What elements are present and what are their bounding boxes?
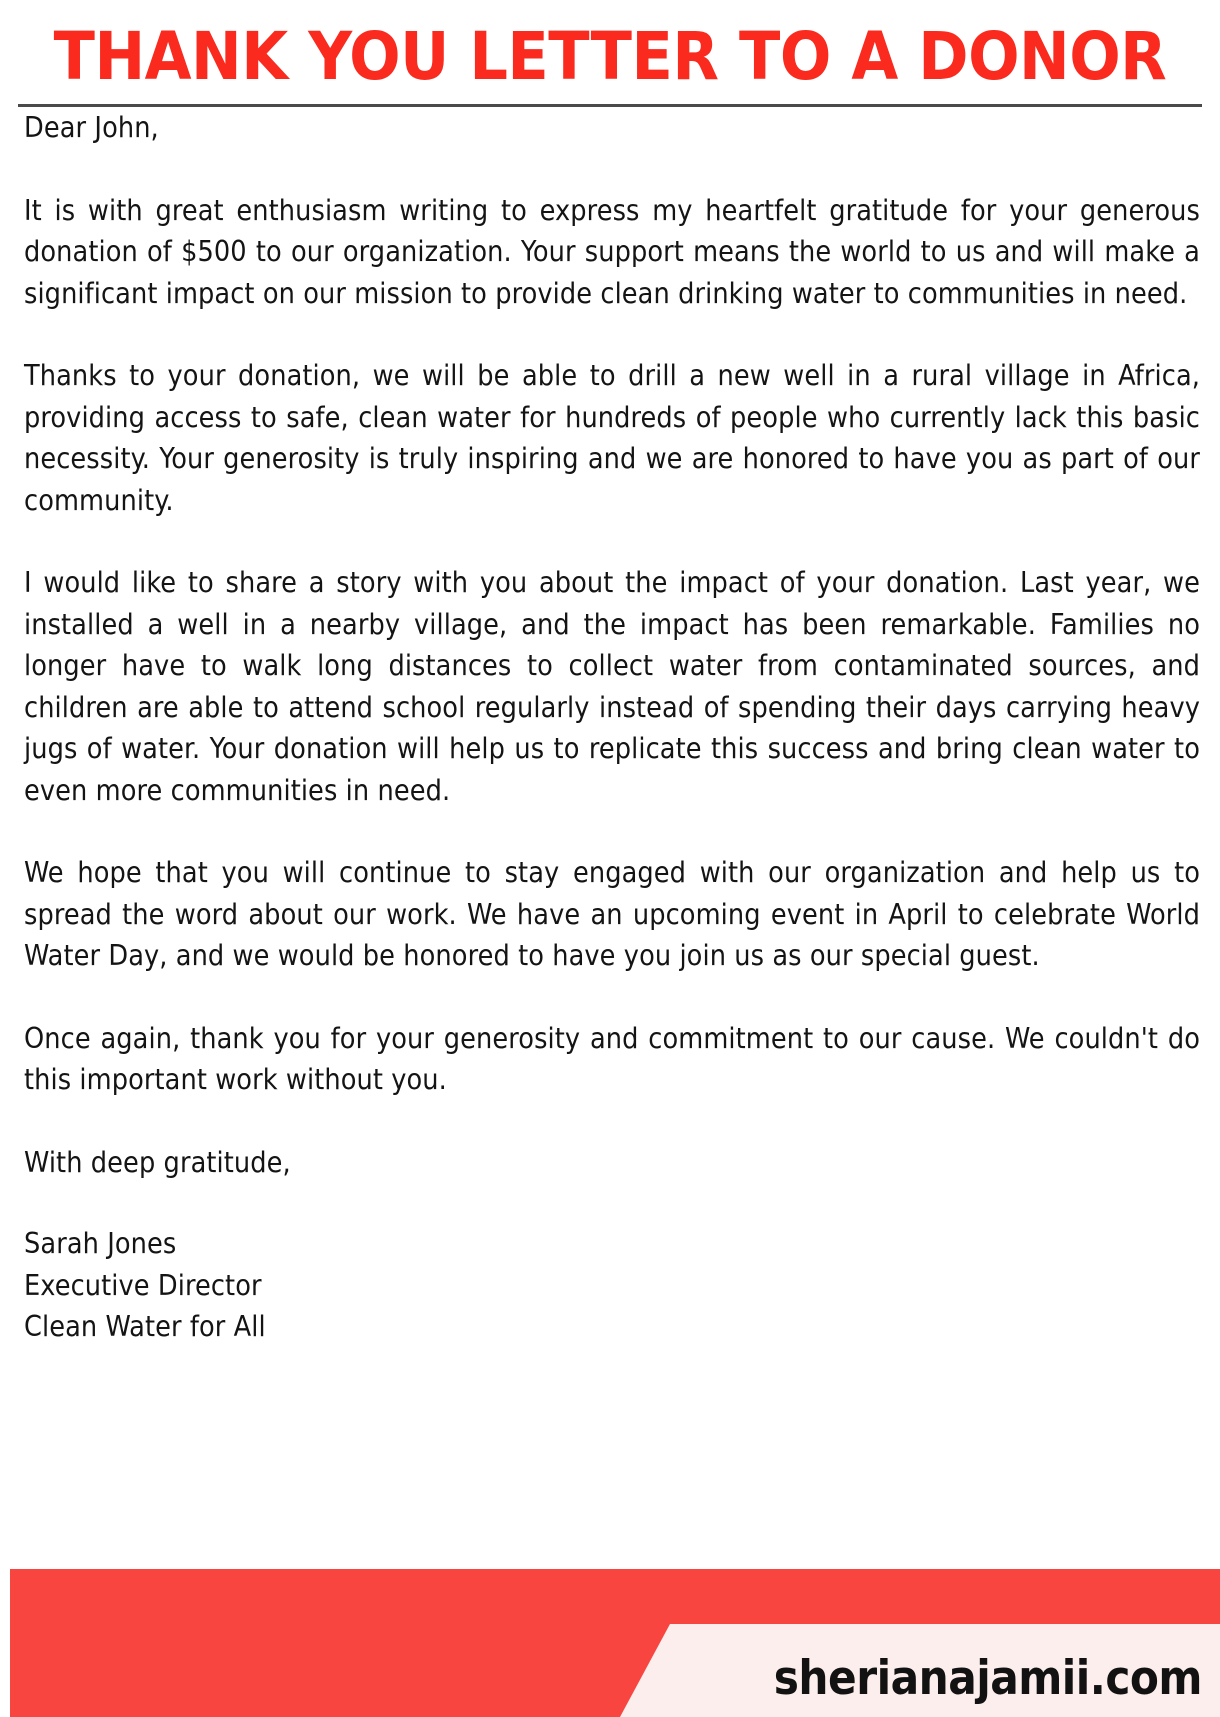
spacer bbox=[24, 521, 1200, 562]
title-block bbox=[0, 0, 1220, 107]
spacer bbox=[24, 811, 1200, 852]
letter-body bbox=[0, 107, 1220, 1348]
spacer bbox=[24, 977, 1200, 1018]
signature-name: Sarah Jones bbox=[24, 1227, 177, 1260]
letter-paragraph-1: It is with great enthusiasm writing to express my heartfelt gratitude for your generous donation of $500 to our organization. Your support means the world to us and will make a significant impact on our mission to provide clean drinking water to communities in need. bbox=[24, 193, 1200, 310]
brand-website-label: sherianajamii.com bbox=[773, 1651, 1202, 1706]
page-title: THANK YOU LETTER TO A DONOR bbox=[53, 18, 1167, 95]
spacer bbox=[24, 1101, 1200, 1142]
signature-organization: Clean Water for All bbox=[24, 1310, 266, 1343]
letter-closing: With deep gratitude, bbox=[24, 1145, 291, 1179]
letter-salutation: Dear John, bbox=[24, 111, 159, 144]
signature-title: Executive Director bbox=[24, 1268, 262, 1302]
letter-paragraph-5: Once again, thank you for your generosity and commitment to our cause. We couldn't do this important work without you. bbox=[24, 1021, 1200, 1096]
spacer bbox=[24, 149, 1200, 190]
spacer bbox=[24, 1183, 1200, 1223]
footer-brand-bar bbox=[0, 1569, 1220, 1717]
letter-paragraph-4: We hope that you will continue to stay engaged with our organization and help us to spread the word about our work. We have an upcoming event in April to celebrate World Water Day, and we would be honored to have you join us as our special guest. bbox=[24, 856, 1200, 972]
letter-paragraph-2: Thanks to your donation, we will be able to drill a new well in a rural village in Africa, providing access to safe, clean water for hundreds of people who currently lack this basic necessity. Your generosity is truly inspiring and we are honored to have you as part of our community. bbox=[24, 359, 1200, 517]
letter-paragraph-3: I would like to share a story with you about the impact of your donation. Last year, we installed a well in a nearby village, and the impact has been remarkable. Families no longer have to walk long distances to collect water from contaminated sources, and children are able to attend school regularly instead of spending their days carrying heavy jugs of water. Your donation will help us to replicate this success and bring clean water to even more communities in need. bbox=[24, 566, 1200, 807]
spacer bbox=[24, 314, 1200, 355]
